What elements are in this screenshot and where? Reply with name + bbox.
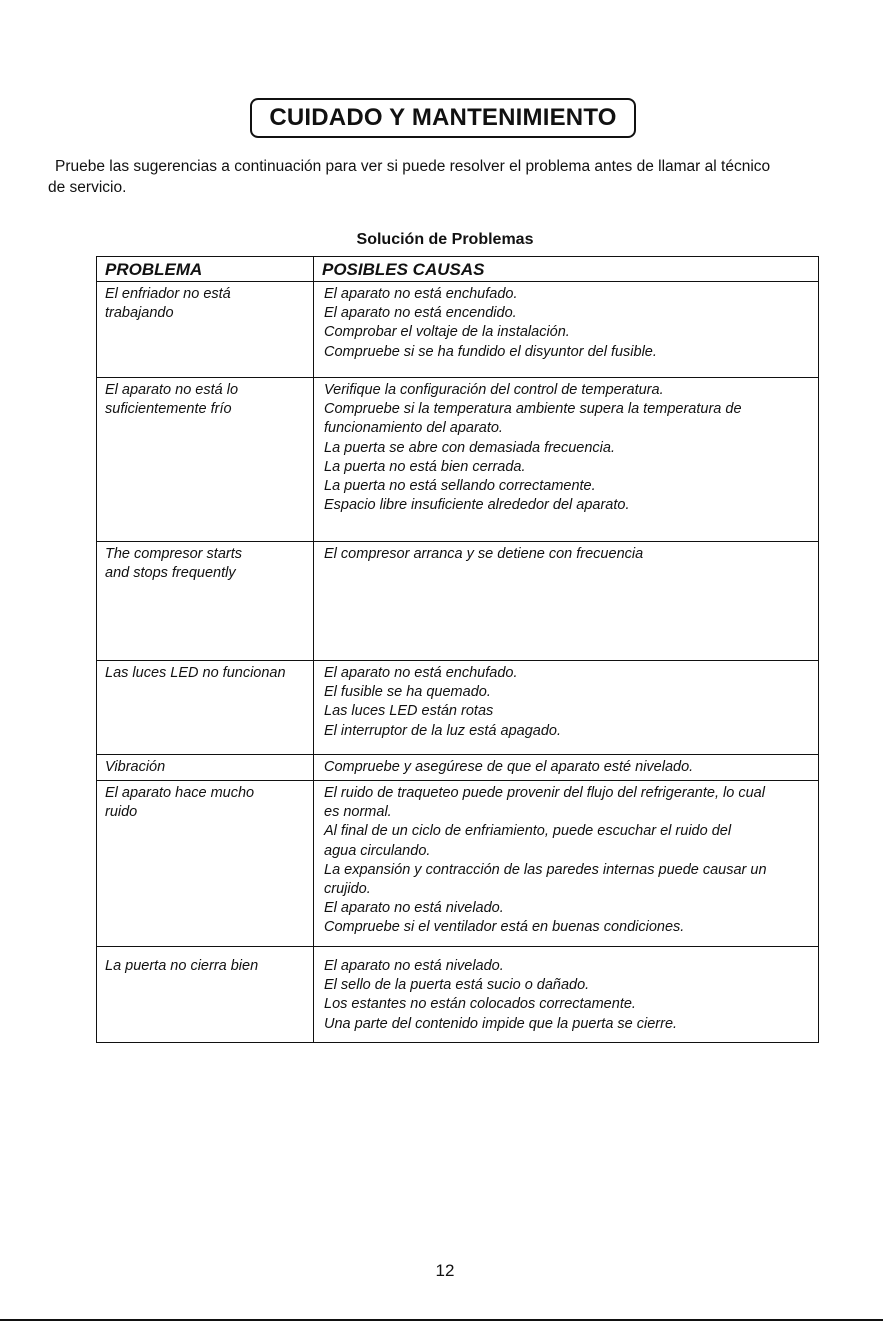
table-row: [97, 781, 819, 947]
table-row: [97, 947, 819, 1043]
cause-text: Los estantes no están colocados correctamente.: [324, 996, 636, 1013]
table-row: [97, 542, 819, 661]
problem-text: El enfriador no está: [105, 286, 231, 302]
problem-cell: [97, 282, 314, 378]
problem-text: El aparato no está lo: [105, 382, 239, 398]
cause-text: El interruptor de la luz está apagado.: [324, 722, 561, 739]
problem-text: Las luces LED no funcionan: [105, 665, 286, 681]
cause-text: Comprobar el voltaje de la instalación.: [324, 324, 570, 341]
table-row: [97, 378, 819, 542]
cause-text: Compruebe si se ha fundido el disyuntor del fusible.: [324, 343, 657, 360]
intro-paragraph: [48, 156, 838, 198]
problem-text: Vibración: [105, 759, 166, 775]
table-row: [97, 755, 819, 781]
causes-cell: [314, 661, 819, 755]
cause-text: Compruebe si el ventilador está en buenas condiciones.: [324, 919, 685, 936]
problem-cell: [97, 781, 314, 947]
causes-cell: [314, 947, 819, 1043]
cause-text: El ruido de traqueteo puede provenir del flujo del refrigerante, lo cual: [324, 785, 765, 801]
cause-text: El aparato no está nivelado.: [324, 958, 504, 974]
cause-text: Las luces LED están rotas: [324, 703, 494, 720]
intro-line: Pruebe las sugerencias a continuación para ver si puede resolver el problema antes de llamar al técnico: [55, 158, 771, 175]
table-title: Solución de Problemas: [356, 231, 534, 248]
cause-text: funcionamiento del aparato.: [324, 420, 503, 437]
cause-text: El aparato no está enchufado.: [324, 665, 518, 681]
cause-text: La puerta se abre con demasiada frecuencia.: [324, 439, 615, 456]
page-number: 12: [435, 1261, 455, 1280]
problem-cell: [97, 755, 314, 781]
problem-text: and stops frequently: [105, 565, 236, 582]
causes-cell: [314, 781, 819, 947]
causes-cell: [314, 755, 819, 781]
causes-cell: [314, 542, 819, 661]
page-title: [250, 98, 636, 138]
cause-text: El aparato no está enchufado.: [324, 286, 518, 302]
problem-text: suficientemente frío: [105, 401, 232, 418]
table-header-row: [97, 257, 819, 282]
problem-text: La puerta no cierra bien: [105, 958, 259, 974]
cause-text: La expansión y contracción de las paredes internas puede causar un: [324, 861, 767, 878]
cause-text: El fusible se ha quemado.: [324, 684, 491, 701]
cause-text: La puerta no está sellando correctamente.: [324, 478, 596, 495]
page-title-text: CUIDADO Y MANTENIMIENTO: [269, 104, 617, 131]
column-header-causes: POSIBLES CAUSAS: [314, 257, 819, 282]
cause-text: crujido.: [324, 881, 371, 898]
cause-text: Al final de un ciclo de enfriamiento, puede escuchar el ruido del: [324, 823, 732, 840]
problem-text: El aparato hace mucho: [105, 785, 255, 801]
cause-text: El aparato no está nivelado.: [324, 900, 504, 917]
table-row: [97, 661, 819, 755]
problem-cell: [97, 947, 314, 1043]
intro-line: de servicio.: [48, 179, 127, 196]
cause-text: El aparato no está encendido.: [324, 305, 517, 322]
cause-text: La puerta no está bien cerrada.: [324, 458, 526, 475]
problem-text: The compresor starts: [105, 546, 242, 562]
causes-cell: [314, 378, 819, 542]
cause-text: El sello de la puerta está sucio o dañado.: [324, 977, 590, 994]
problem-cell: [97, 542, 314, 661]
cause-text: Compruebe y asegúrese de que el aparato esté nivelado.: [324, 759, 694, 775]
cause-text: Compruebe si la temperatura ambiente supera la temperatura de: [324, 401, 742, 418]
bottom-divider: [0, 1319, 883, 1321]
table-row: [97, 282, 819, 378]
cause-text: Una parte del contenido impide que la puerta se cierre.: [324, 1015, 678, 1032]
problem-text: trabajando: [105, 305, 174, 322]
column-header-problem: PROBLEMA: [97, 257, 314, 282]
cause-text: agua circulando.: [324, 842, 431, 859]
cause-text: es normal.: [324, 804, 392, 821]
cause-text: Verifique la configuración del control de temperatura.: [324, 382, 664, 398]
causes-cell: [314, 282, 819, 378]
problem-cell: [97, 378, 314, 542]
cause-text: El compresor arranca y se detiene con frecuencia: [324, 546, 644, 562]
problem-text: ruido: [105, 804, 138, 821]
problem-cell: [97, 661, 314, 755]
cause-text: Espacio libre insuficiente alrededor del aparato.: [324, 497, 630, 514]
troubleshooting-table: [96, 256, 819, 1043]
